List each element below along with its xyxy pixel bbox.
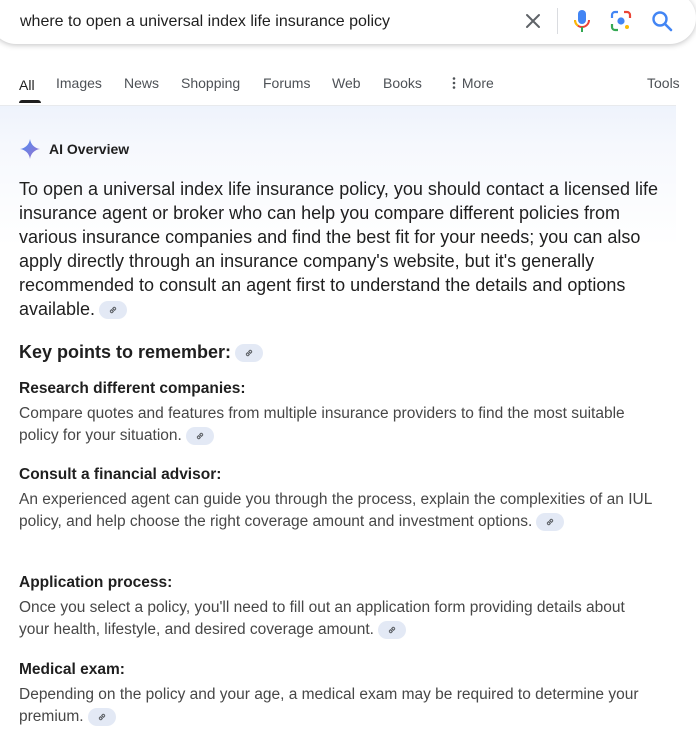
tab-more[interactable] [450,75,494,91]
key-point-title: Research different companies: [19,380,246,397]
source-link-button[interactable] [378,621,406,639]
tab-images[interactable]: Images [56,75,102,91]
key-point-text: An experienced agent can guide you through the process, explain the complexities of an IUL policy, and help choose the right coverage amount and investment options. [19,491,652,530]
source-link-button[interactable] [186,427,214,445]
search-bar[interactable] [0,0,696,44]
key-point-title: Medical exam: [19,661,125,678]
link-icon [195,431,205,441]
source-link-button[interactable] [235,344,263,362]
link-icon [108,305,118,315]
tab-news[interactable]: News [124,75,160,91]
search-icon[interactable] [651,10,673,32]
tab-all[interactable]: All [19,77,35,93]
active-tab-indicator [19,100,41,103]
key-point-text: Once you select a policy, you'll need to fill out an application form providing details about your health, lifestyle, and desired coverage amount. [19,599,625,638]
link-icon [545,517,555,527]
link-icon [97,712,107,722]
tab-web[interactable]: Web [332,75,361,91]
link-icon [387,625,397,635]
more-vertical-icon [450,76,458,90]
key-point-text: Compare quotes and features from multiple insurance providers to find the most suitable policy for your situation. [19,405,625,444]
key-point-body [19,597,659,641]
source-link-button[interactable] [536,513,564,531]
tab-books[interactable]: Books [383,75,422,91]
tab-more-label: More [461,75,494,91]
ai-overview-label: AI Overview [49,141,130,157]
key-points-heading [19,342,263,363]
sparkle-icon [19,138,41,160]
overview-summary [19,177,659,321]
search-divider [557,8,558,34]
search-input[interactable]: where to open a universal index life insurance policy [20,13,390,30]
camera-lens-icon[interactable] [610,10,632,32]
overview-summary-text: To open a universal index life insurance policy, you should contact a licensed life insurance agent or broker who can help you compare different policies from various insurance companies and find the best fit for your needs; you can also apply directly through an insurance company's website, but it's generally recommended to consult an agent first to understand the details and options available. [19,179,659,319]
source-link-button[interactable] [88,708,116,726]
key-point-text: Depending on the policy and your age, a medical exam may be required to determine your premium. [19,686,639,725]
close-icon[interactable] [523,11,543,31]
tab-forums[interactable]: Forums [263,75,311,91]
search-tabs [0,74,680,106]
tab-tools[interactable]: Tools [647,75,680,91]
key-point-body [19,403,659,447]
tab-shopping[interactable]: Shopping [181,75,241,91]
key-point-body [19,684,659,728]
microphone-icon[interactable] [571,9,593,33]
key-points-heading-text: Key points to remember: [19,342,232,362]
key-point-title: Application process: [19,574,173,591]
source-link-button[interactable] [99,301,127,319]
link-icon [244,348,254,358]
key-point-title: Consult a financial advisor: [19,466,222,483]
key-point-body [19,489,659,533]
